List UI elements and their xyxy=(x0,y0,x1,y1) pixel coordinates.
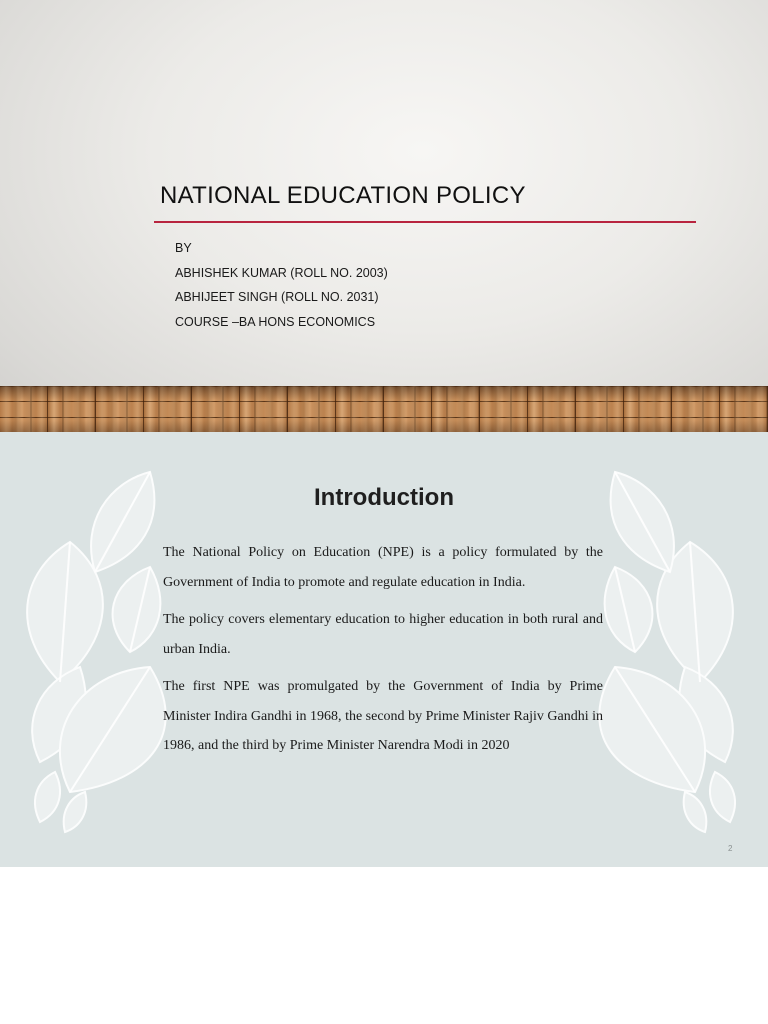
author-line-1: ABHISHEK KUMAR (ROLL NO. 2003) xyxy=(175,265,388,280)
paragraph-2: The policy covers elementary education to higher education in both rural and urban India. xyxy=(163,612,603,657)
title-underline xyxy=(154,221,696,223)
page-number: 2 xyxy=(728,844,733,853)
wood-floor-decoration xyxy=(0,386,768,432)
introduction-heading: Introduction xyxy=(314,484,454,511)
author-block xyxy=(175,236,388,334)
slide-title: NATIONAL EDUCATION POLICY xyxy=(160,182,526,209)
title-slide xyxy=(0,0,768,432)
paragraph-3: The first NPE was promulgated by the Government of India by Prime Minister Indira Gandhi in 1968, the second by Prime Minister Rajiv Gandhi in 1986, and the third by Prime Minister Narendra Modi in 2020 xyxy=(163,679,603,753)
by-line: BY xyxy=(175,241,192,255)
introduction-slide xyxy=(0,432,768,867)
introduction-body xyxy=(163,538,603,769)
author-line-2: ABHIJEET SINGH (ROLL NO. 2031) xyxy=(175,290,379,304)
paragraph-1: The National Policy on Education (NPE) is a policy formulated by the Government of India to promote and regulate education in India. xyxy=(163,545,603,590)
course-line: COURSE –BA HONS ECONOMICS xyxy=(175,314,376,329)
